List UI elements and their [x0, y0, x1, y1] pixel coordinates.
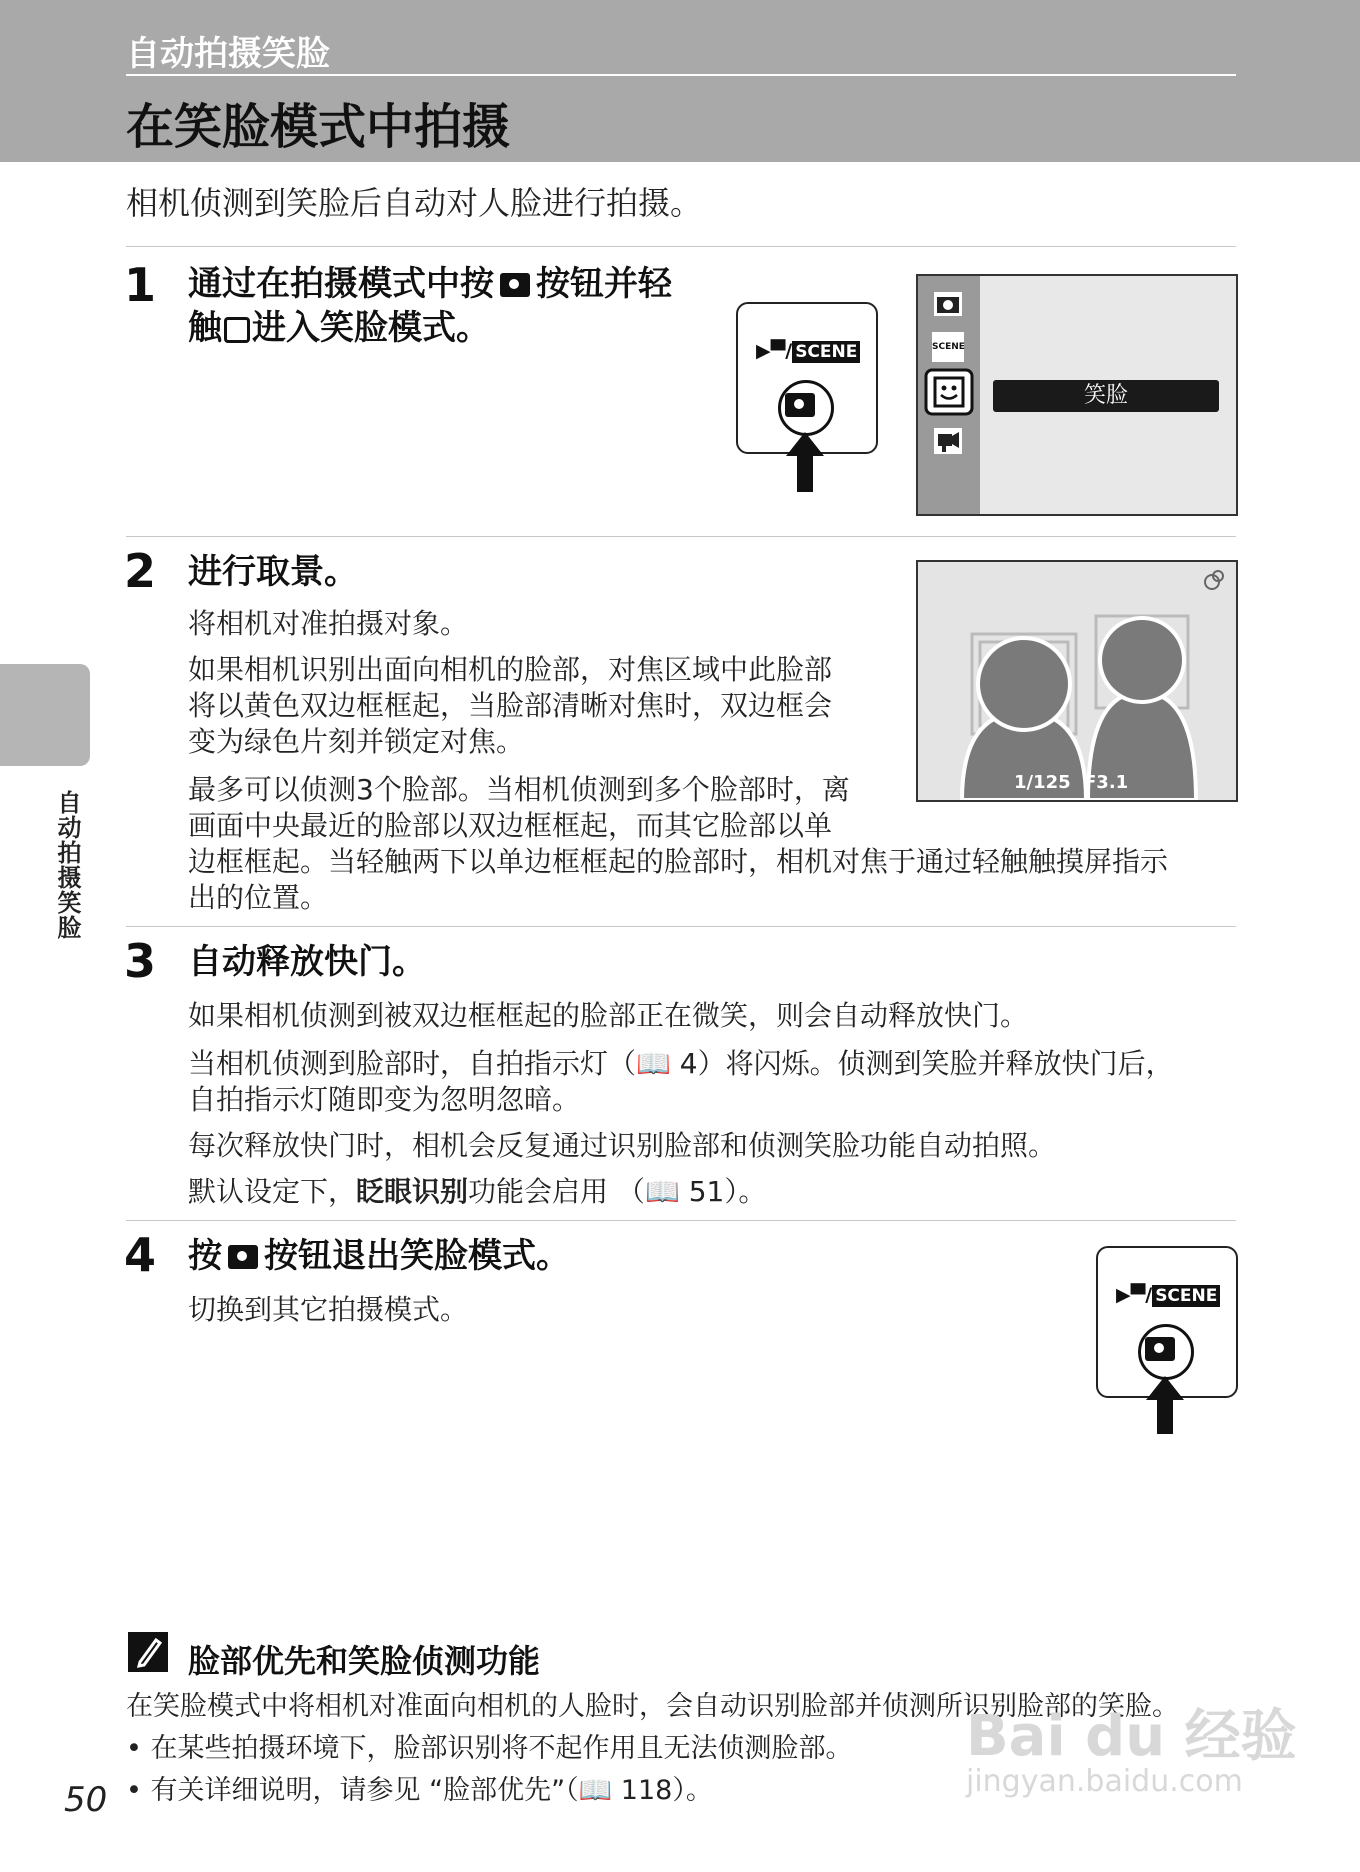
step-number: 1 — [124, 258, 157, 312]
step-paragraph: 出的位置。 — [188, 881, 329, 914]
step-paragraph: 变为绿色片刻并锁定对焦。 — [188, 725, 525, 758]
movie-icon: ▶▀ — [1116, 1284, 1146, 1306]
side-tab — [0, 664, 90, 766]
scene-mode-label: ▶▀/ SCENE — [756, 340, 860, 362]
step-paragraph: 每次释放快门时，相机会反复通过识别脸部和侦测笑脸功能自动拍照。 — [188, 1129, 1057, 1162]
aperture-value: F3.1 — [1084, 772, 1129, 793]
menu-selected-label: 笑脸 — [993, 380, 1219, 412]
divider — [126, 246, 1236, 247]
note-bullet: • 有关详细说明，请参见 “脸部优先”（📖 118）。 — [126, 1775, 713, 1806]
page-title: 在笑脸模式中拍摄 — [126, 99, 511, 155]
step-paragraph: 默认设定下，眨眼识别功能会启用 （📖 51）。 — [188, 1175, 767, 1208]
step-title: 进行取景。 — [188, 552, 358, 592]
scene-mode-label: ▶▀/ SCENE — [1116, 1284, 1220, 1306]
book-ref-icon: 📖 — [644, 1175, 680, 1208]
vibration-reduction-icon — [1205, 571, 1223, 589]
step-paragraph: 画面中央最近的脸部以双边框框起，而其它脸部以单 — [188, 809, 833, 842]
movie-icon: ▶▀ — [756, 340, 786, 362]
camera-screen-preview — [916, 560, 1238, 802]
smile-mode-icon — [224, 317, 250, 343]
side-tab-label: 自动拍摄笑脸 — [53, 790, 81, 940]
camera-screen-menu — [916, 274, 1238, 516]
scene-mode-icon: SCENE — [932, 332, 964, 362]
page-number: 50 — [64, 1780, 108, 1820]
step-number: 4 — [124, 1228, 157, 1282]
divider — [126, 926, 1236, 927]
divider — [126, 1220, 1236, 1221]
pencil-note-icon — [128, 1632, 168, 1672]
shooting-mode-button[interactable] — [778, 380, 834, 436]
auto-mode-icon — [932, 288, 964, 318]
step-paragraph: 当相机侦测到脸部时，自拍指示灯（📖 4）将闪烁。侦测到笑脸并释放快门后， — [188, 1047, 1174, 1080]
step-title: 通过在拍摄模式中按 按钮并轻 触 进入笑脸模式。 — [188, 264, 672, 348]
arrow-up-icon — [786, 432, 824, 492]
intro-text: 相机侦测到笑脸后自动对人脸进行拍摄。 — [126, 184, 703, 222]
book-ref-icon: 📖 — [636, 1047, 671, 1080]
camera-icon — [785, 393, 815, 417]
step-number: 3 — [124, 934, 157, 988]
camera-icon — [1145, 1337, 1175, 1361]
note-bullet: • 在某些拍摄环境下，脸部识别将不起作用且无法侦测脸部。 — [126, 1733, 853, 1764]
step-paragraph: 切换到其它拍摄模式。 — [188, 1293, 469, 1326]
header-divider — [126, 74, 1236, 76]
step-paragraph: 如果相机侦测到被双边框框起的脸部正在微笑，则会自动释放快门。 — [188, 999, 1029, 1032]
step-title: 按 按钮退出笑脸模式。 — [188, 1236, 570, 1276]
step-paragraph: 将相机对准拍摄对象。 — [188, 607, 469, 640]
shooting-mode-button[interactable] — [1138, 1324, 1194, 1380]
face-detection-illustration — [918, 562, 1236, 800]
smile-mode-icon[interactable] — [924, 368, 974, 416]
book-ref-icon: 📖 — [578, 1775, 613, 1806]
movie-mode-icon — [932, 426, 964, 456]
watermark-baidu: Bai du 经验 — [966, 1704, 1297, 1769]
watermark-jingyan: jingyan.baidu.com — [966, 1764, 1243, 1799]
blink-detection-term: 眨眼识别 — [356, 1175, 469, 1208]
step-paragraph: 边框框起。当轻触两下以单边框框起的脸部时，相机对焦于通过轻触触摸屏指示 — [188, 845, 1169, 878]
divider — [126, 536, 1236, 537]
step-paragraph: 将以黄色双边框框起，当脸部清晰对焦时，双边框会 — [188, 689, 833, 722]
step-paragraph: 如果相机识别出面向相机的脸部，对焦区域中此脸部 — [188, 653, 833, 686]
note-title: 脸部优先和笑脸侦测功能 — [188, 1642, 541, 1680]
arrow-up-icon — [1146, 1376, 1184, 1434]
step-paragraph: 自拍指示灯随即变为忽明忽暗。 — [188, 1083, 581, 1116]
camera-icon — [500, 273, 530, 297]
note-intro: 在笑脸模式中将相机对准面向相机的人脸时，会自动识别脸部并侦测所识别脸部的笑脸。 — [126, 1691, 1179, 1722]
shutter-speed: 1/125 — [1014, 772, 1071, 793]
section-title: 自动拍摄笑脸 — [126, 34, 330, 74]
step-title: 自动释放快门。 — [188, 942, 426, 982]
camera-icon — [228, 1245, 258, 1269]
step-paragraph: 最多可以侦测3个脸部。当相机侦测到多个脸部时，离 — [188, 773, 850, 806]
step-number: 2 — [124, 544, 157, 598]
